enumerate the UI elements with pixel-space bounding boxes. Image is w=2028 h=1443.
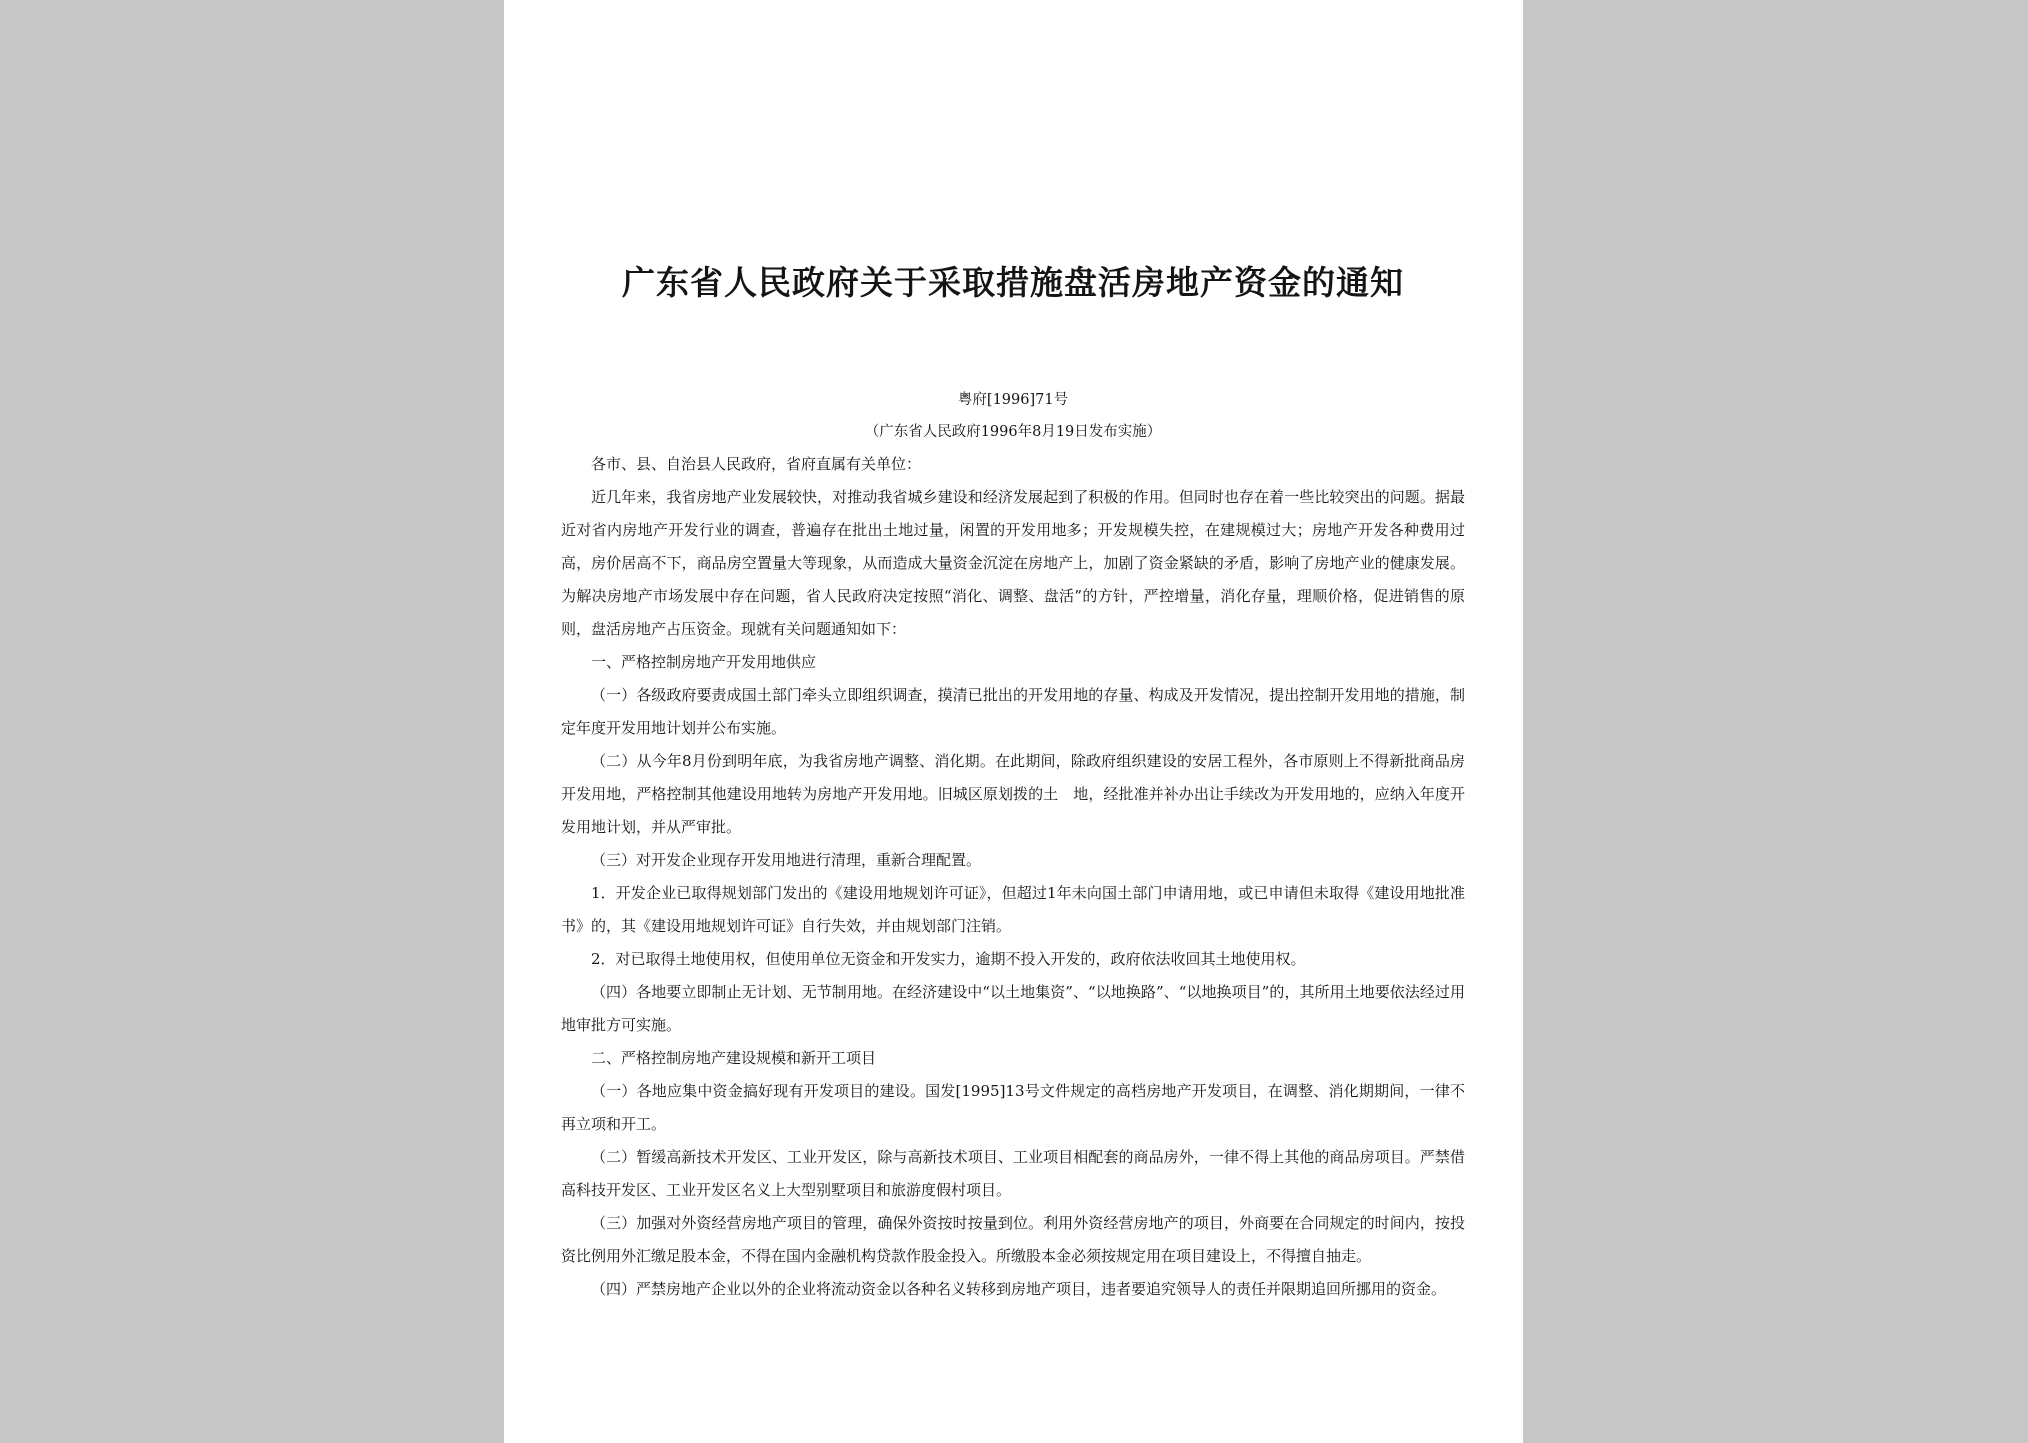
paragraph: （二）暂缓高新技术开发区、工业开发区，除与高新技术项目、工业项目相配套的商品房外，一律不得上其他的商品房项目。严禁借高科技开发区、工业开发区名义上大型别墅项目和旅游度假村项目。 <box>561 1148 1465 1199</box>
paragraph: （一）各级政府要责成国土部门牵头立即组织调查，摸清已批出的开发用地的存量、构成及开发情况，提出控制开发用地的措施，制定年度开发用地计划并公布实施。 <box>561 686 1465 737</box>
paragraph: （四）各地要立即制止无计划、无节制用地。在经济建设中“以土地集资”、“以地换路”、“以地换项目”的，其所用土地要依法经过用地审批方可实施。 <box>561 983 1465 1034</box>
paragraph: （四）严禁房地产企业以外的企业将流动资金以各种名义转移到房地产项目，违者要追究领导人的责任并限期追回所挪用的资金。 <box>591 1280 1447 1298</box>
paragraph: 1．开发企业已取得规划部门发出的《建设用地规划许可证》，但超过1年未向国土部门申请用地，或已申请但未取得《建设用地批准书》的，其《建设用地规划许可证》自行失效，并由规划部门注销。 <box>561 884 1465 935</box>
paragraph: （二）从今年8月份到明年底，为我省房地产调整、消化期。在此期间，除政府组织建设的安居工程外，各市原则上不得新批商品房开发用地，严格控制其他建设用地转为房地产开发用地。旧城区原划拨的土 地，经批准并补办出让手续改为开发用地的，应纳入年度开发用地计划，并从严审批。 <box>561 752 1465 836</box>
document-page <box>504 0 1523 1443</box>
document-title: 广东省人民政府关于采取措施盘活房地产资金的通知 <box>622 263 1404 302</box>
paragraph: （三）对开发企业现存开发用地进行清理，重新合理配置。 <box>591 851 982 869</box>
paragraph: 近几年来，我省房地产业发展较快，对推动我省城乡建设和经济发展起到了积极的作用。但同时也存在着一些比较突出的问题。据最近对省内房地产开发行业的调查，普遍存在批出土地过量，闲置的开发用地多；开发规模失控，在建规模过大；房地产开发各种费用过高，房价居高不下，商品房空置量大等现象，从而造成大量资金沉淀在房地产上，加剧了资金紧缺的矛盾，影响了房地产业的健康发展。为解决房地产市场发展中存在问题，省人民政府决定按照“消化、调整、盘活”的方针，严控增量，消化存量，理顺价格，促进销售的原则，盘活房地产占压资金。现就有关问题通知如下： <box>561 488 1465 638</box>
section-heading-1: 一、严格控制房地产开发用地供应 <box>591 653 817 671</box>
paragraph: 2．对已取得土地使用权，但使用单位无资金和开发实力，逾期不投入开发的，政府依法收回其土地使用权。 <box>591 950 1306 968</box>
paragraph: （三）加强对外资经营房地产项目的管理，确保外资按时按量到位。利用外资经营房地产的项目，外商要在合同规定的时间内，按投资比例用外汇缴足股本金，不得在国内金融机构贷款作股金投入。所缴股本金必须按规定用在项目建设上，不得擅自抽走。 <box>561 1214 1465 1265</box>
document-number: 粤府[1996]71号 <box>957 392 1069 408</box>
publication-info: （广东省人民政府1996年8月19日发布实施） <box>864 424 1162 440</box>
paragraph: （一）各地应集中资金搞好现有开发项目的建设。国发[1995]13号文件规定的高档房地产开发项目，在调整、消化期期间，一律不再立项和开工。 <box>561 1082 1465 1133</box>
salutation: 各市、县、自治县人民政府，省府直属有关单位： <box>591 455 922 473</box>
section-heading-2: 二、严格控制房地产建设规模和新开工项目 <box>591 1049 877 1067</box>
document-body <box>561 448 1465 1306</box>
